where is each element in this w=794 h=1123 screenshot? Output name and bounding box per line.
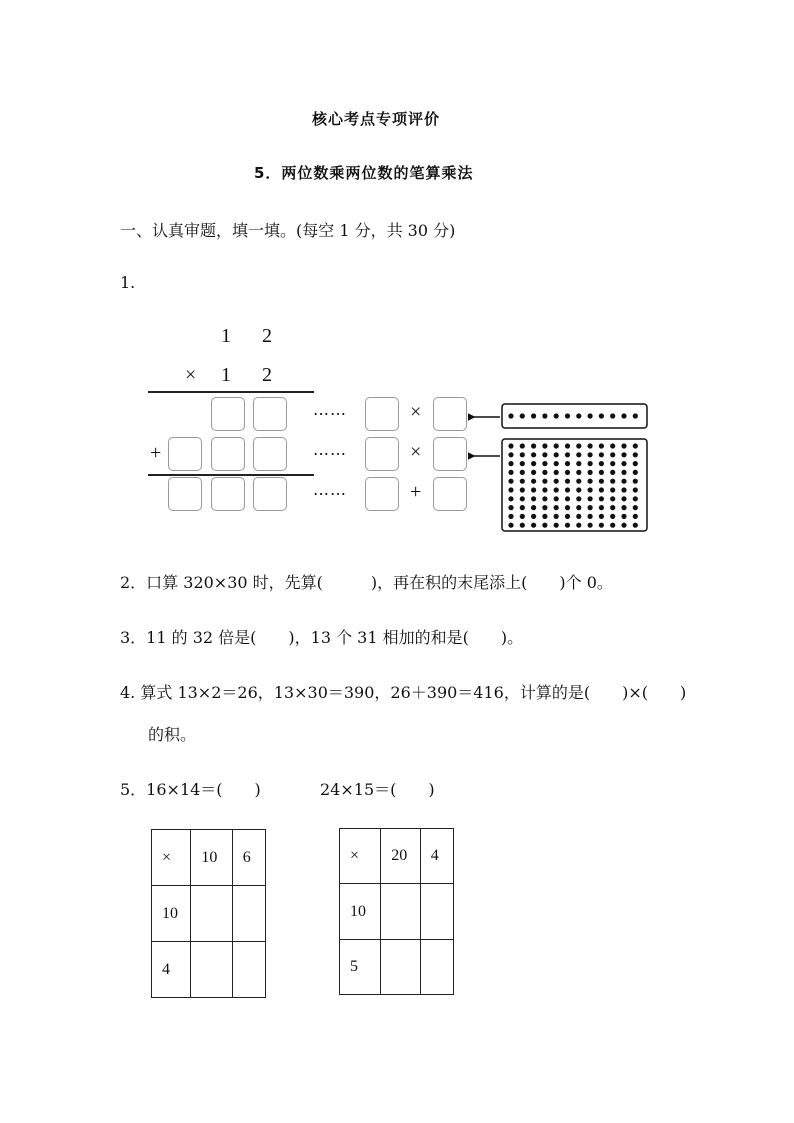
dot: [508, 461, 513, 466]
dot: [508, 523, 513, 528]
grid-answer-cell[interactable]: [232, 942, 265, 998]
dot: [554, 505, 559, 510]
grid-col-header: 20: [381, 829, 420, 884]
dot: [599, 523, 604, 528]
question-4-line-2: 的积。: [148, 725, 197, 744]
dot: [610, 443, 615, 448]
dot: [542, 505, 547, 510]
dot: [621, 413, 626, 418]
dot: [610, 452, 615, 457]
dot: [520, 470, 525, 475]
top-digit-tens: 1: [221, 325, 231, 347]
dot: [633, 461, 638, 466]
dot: [633, 496, 638, 501]
dot: [621, 505, 626, 510]
dot: [588, 514, 593, 519]
dot: [588, 496, 593, 501]
dot: [554, 443, 559, 448]
vertical-calc-line-1: [148, 391, 314, 393]
dot: [565, 523, 570, 528]
dot: [588, 523, 593, 528]
factor-box-r2-a[interactable]: [365, 437, 399, 471]
dot: [520, 487, 525, 492]
grid-answer-cell[interactable]: [381, 884, 420, 940]
dot: [565, 443, 570, 448]
dot: [599, 487, 604, 492]
grid-answer-cell[interactable]: [420, 940, 453, 995]
dot: [576, 479, 581, 484]
dot: [508, 413, 513, 418]
dot: [520, 523, 525, 528]
dot: [633, 452, 638, 457]
dot: [621, 470, 626, 475]
dot: [508, 479, 513, 484]
dot: [554, 514, 559, 519]
multiply-sign: ×: [185, 364, 197, 386]
grid-answer-cell[interactable]: [381, 940, 420, 995]
dot: [565, 514, 570, 519]
grid-row-header: 5: [340, 940, 381, 995]
question-5-a: 5．16×14＝( ): [120, 780, 261, 799]
top-digit-ones: 2: [262, 325, 272, 347]
dot: [610, 470, 615, 475]
sum-box-a[interactable]: [365, 477, 399, 511]
dot: [633, 514, 638, 519]
answer-box-r1-c3[interactable]: [253, 397, 287, 431]
dot: [554, 452, 559, 457]
dot: [633, 479, 638, 484]
answer-box-r1-c2[interactable]: [211, 397, 245, 431]
dot: [599, 470, 604, 475]
dot: [588, 470, 593, 475]
dot: [542, 487, 547, 492]
question-4-line-1: 4. 算式 13×2＝26，13×30＝390，26＋390＝416，计算的是( )×( ): [120, 683, 687, 702]
dot: [565, 479, 570, 484]
answer-box-r3-c3[interactable]: [253, 477, 287, 511]
page-subtitle: 5．两位数乘两位数的笔算乘法: [254, 164, 474, 182]
dot: [610, 413, 615, 418]
vertical-calc-line-2: [148, 474, 314, 476]
dot-array-illustration: [468, 400, 654, 535]
dot: [542, 496, 547, 501]
question-1-label: 1.: [120, 273, 136, 292]
dot: [554, 487, 559, 492]
dot: [576, 461, 581, 466]
dot: [621, 479, 626, 484]
dot: [531, 452, 536, 457]
dot: [633, 487, 638, 492]
dot: [542, 470, 547, 475]
dot: [565, 496, 570, 501]
dot: [508, 514, 513, 519]
dot: [610, 523, 615, 528]
grid-corner: ×: [152, 830, 191, 886]
page-title: 核心考点专项评价: [312, 110, 441, 128]
dot: [621, 514, 626, 519]
dot: [576, 514, 581, 519]
dot: [554, 470, 559, 475]
dot: [508, 496, 513, 501]
dot: [531, 487, 536, 492]
dot: [633, 470, 638, 475]
grid-row-header: 10: [152, 886, 191, 942]
multiplication-grid-a: [151, 829, 266, 998]
dot: [508, 470, 513, 475]
dot: [565, 452, 570, 457]
section-heading: 一、认真审题，填一填。(每空 1 分，共 30 分): [120, 221, 456, 240]
dot: [588, 452, 593, 457]
plus-sign-r3: +: [410, 481, 422, 503]
dot: [599, 505, 604, 510]
dot: [508, 505, 513, 510]
question-5-b: 24×15＝( ): [320, 780, 435, 799]
dot: [588, 479, 593, 484]
question-3: 3．11 的 32 倍是( )，13 个 31 相加的和是( )。: [120, 628, 524, 647]
grid-answer-cell[interactable]: [191, 942, 232, 998]
answer-box-r2-c1[interactable]: [168, 437, 202, 471]
dot: [599, 479, 604, 484]
bottom-digit-tens: 1: [221, 364, 231, 386]
dot: [576, 413, 581, 418]
dot: [531, 514, 536, 519]
answer-box-r2-c2[interactable]: [211, 437, 245, 471]
dot: [599, 443, 604, 448]
dot: [565, 470, 570, 475]
dot: [610, 479, 615, 484]
times-sign-r1: ×: [410, 401, 422, 423]
grid-answer-cell[interactable]: [232, 886, 265, 942]
dot: [621, 461, 626, 466]
dot: [599, 496, 604, 501]
dot: [588, 461, 593, 466]
dot: [531, 461, 536, 466]
dot: [588, 413, 593, 418]
dot: [565, 413, 570, 418]
dot: [576, 505, 581, 510]
plus-sign: +: [150, 442, 162, 464]
dot: [531, 443, 536, 448]
dot: [576, 487, 581, 492]
dots-r1: ……: [313, 400, 347, 419]
dot: [554, 461, 559, 466]
grid-col-header: 4: [420, 829, 453, 884]
dot: [621, 443, 626, 448]
dot: [542, 413, 547, 418]
multiplication-grid-b: [339, 828, 454, 995]
dot: [565, 487, 570, 492]
dot: [588, 443, 593, 448]
dot: [508, 487, 513, 492]
dot: [508, 452, 513, 457]
dot: [554, 479, 559, 484]
dot: [531, 523, 536, 528]
grid-col-header: 6: [232, 830, 265, 886]
dot: [520, 505, 525, 510]
question-2: 2．口算 320×30 时，先算( )，再在积的末尾添上( )个 0。: [120, 573, 613, 592]
dot: [531, 413, 536, 418]
dot: [542, 523, 547, 528]
dot: [621, 452, 626, 457]
dot: [554, 523, 559, 528]
dots-r3: ……: [313, 480, 347, 499]
dot: [610, 496, 615, 501]
dot: [565, 461, 570, 466]
dot: [520, 452, 525, 457]
dot: [576, 452, 581, 457]
dot: [610, 505, 615, 510]
dot: [554, 496, 559, 501]
dot: [610, 514, 615, 519]
dot: [531, 479, 536, 484]
bottom-digit-ones: 2: [262, 364, 272, 386]
dot: [576, 496, 581, 501]
dot: [576, 470, 581, 475]
dot: [531, 470, 536, 475]
dot: [520, 461, 525, 466]
dot: [531, 505, 536, 510]
dots-r2: ……: [313, 440, 347, 459]
dot: [633, 413, 638, 418]
grid-answer-cell[interactable]: [420, 884, 453, 940]
dot: [542, 514, 547, 519]
dot: [588, 487, 593, 492]
answer-box-r3-c2[interactable]: [211, 477, 245, 511]
times-sign-r2: ×: [410, 441, 422, 463]
grid-col-header: 10: [191, 830, 232, 886]
dot: [520, 514, 525, 519]
factor-box-r2-b[interactable]: [433, 437, 467, 471]
dot: [542, 461, 547, 466]
dot: [588, 505, 593, 510]
dot: [599, 452, 604, 457]
dot: [599, 461, 604, 466]
dot: [542, 443, 547, 448]
dot: [520, 496, 525, 501]
dot: [542, 452, 547, 457]
dot: [633, 505, 638, 510]
dot: [576, 523, 581, 528]
grid-row-header: 4: [152, 942, 191, 998]
dot: [520, 413, 525, 418]
dot: [576, 443, 581, 448]
dot: [599, 514, 604, 519]
answer-box-r3-c1[interactable]: [168, 477, 202, 511]
grid-corner: ×: [340, 829, 381, 884]
factor-box-r1-a[interactable]: [365, 397, 399, 431]
dot: [633, 523, 638, 528]
dot: [531, 496, 536, 501]
dot: [508, 443, 513, 448]
dot: [621, 523, 626, 528]
dot: [610, 487, 615, 492]
dot: [599, 413, 604, 418]
grid-answer-cell[interactable]: [191, 886, 232, 942]
dot: [565, 505, 570, 510]
grid-row-header: 10: [340, 884, 381, 940]
dot: [621, 496, 626, 501]
dot: [542, 479, 547, 484]
dot: [610, 461, 615, 466]
dot: [520, 479, 525, 484]
dot: [633, 443, 638, 448]
dot: [554, 413, 559, 418]
factor-box-r1-b[interactable]: [433, 397, 467, 431]
sum-box-b[interactable]: [433, 477, 467, 511]
dot: [621, 487, 626, 492]
dot: [520, 443, 525, 448]
answer-box-r2-c3[interactable]: [253, 437, 287, 471]
